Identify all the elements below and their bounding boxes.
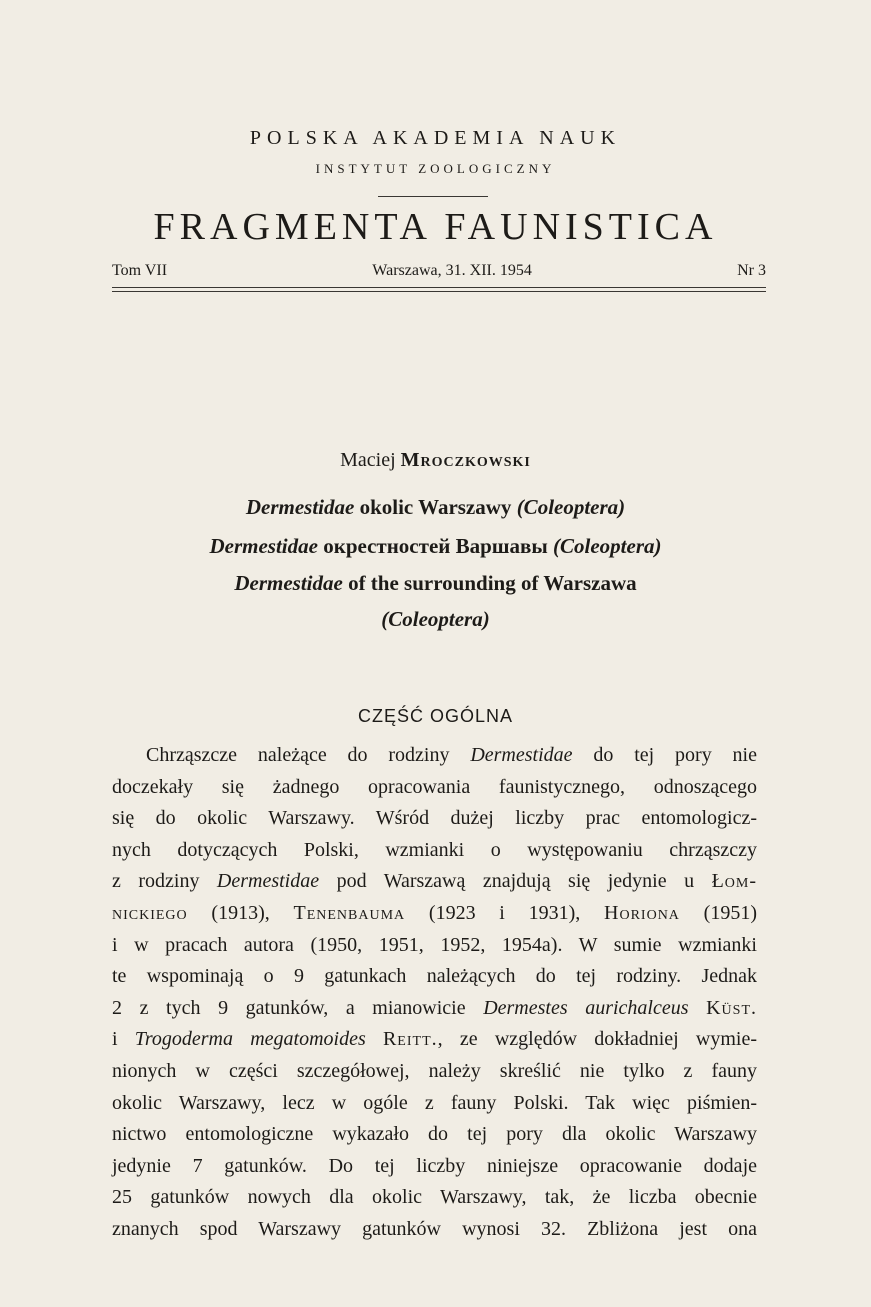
taxon-name: Dermestes aurichalceus: [483, 996, 689, 1019]
cited-author: Horiona: [604, 901, 680, 924]
body-line: jedynie 7 gatunków. Do tej liczby niniejsze opracowanie dodaje: [112, 1154, 757, 1177]
text-run: pod Warszawą znajdują się jedynie u: [319, 870, 712, 893]
body-line: znanych spod Warszawy gatunków wynosi 32. Zbliżona jest ona: [112, 1217, 757, 1240]
volume-label: Tom VII: [112, 262, 168, 279]
institute-name: INSTYTUT ZOOLOGICZNY: [315, 161, 556, 176]
body-line: okolic Warszawy, lecz w ogóle z fauny Polski. Tak więc piśmien-: [112, 1091, 757, 1114]
body-line: doczekały się żadnego opracowania faunistycznego, odnoszącego: [112, 775, 757, 798]
text-run: i: [112, 1028, 135, 1051]
body-line: te wspominają o 9 gatunkach należących do tej rodziny. Jednak: [112, 965, 757, 988]
body-line: nionych w części szczegółowej, należy skreślić nie tylko z fauny: [112, 1059, 757, 1082]
title-english: [0, 571, 871, 596]
cited-author: Küst.: [706, 996, 758, 1019]
text-run: , ze względów dokładniej wymie-: [437, 1028, 758, 1051]
body-line: nych dotyczących Polski, wzmianki o występowaniu chrząszczy: [112, 838, 757, 861]
section-heading: CZĘŚĆ OGÓLNA: [357, 706, 514, 726]
text-run: [689, 997, 707, 1019]
body-line: [112, 866, 757, 898]
text-run: (1951): [679, 901, 757, 924]
taxon-name: Trogoderma megatomoides: [134, 1028, 366, 1051]
title-russian: [0, 534, 871, 559]
cited-author: Tenenbauma: [293, 901, 406, 924]
text-run: (1913),: [187, 901, 294, 924]
issue-info-row: [112, 262, 766, 280]
title-polish: [0, 495, 871, 520]
body-line: 25 gatunków nowych dla okolic Warszawy, tak, że liczba obecnie: [112, 1186, 757, 1209]
body-line: nictwo entomologiczne wykazało do tej pory dla okolic Warszawy: [112, 1123, 757, 1146]
header-rule-top: [112, 287, 766, 288]
header-rule-bottom: [112, 291, 766, 292]
title-en-order: (Coleoptera): [381, 607, 490, 631]
body-line: [112, 993, 757, 1025]
title-english-order-line: [0, 607, 871, 632]
text-run: do tej pory nie: [572, 744, 757, 766]
place-date-label: Warszawa, 31. XII. 1954: [372, 262, 532, 279]
title-ru-text: окрестностей Варшавы: [323, 534, 548, 558]
title-ru-taxon: Dermestidae: [209, 534, 318, 558]
author-first-name: Maciej: [340, 449, 396, 471]
text-run: Chrząszcze należące do rodziny: [146, 744, 471, 766]
text-run: (1923 i 1931),: [405, 901, 605, 924]
header-short-rule: [378, 196, 488, 197]
body-line: [112, 898, 757, 930]
title-pl-taxon: Dermestidae: [245, 495, 355, 519]
cited-author: Reitt.: [382, 1028, 438, 1051]
text-run: z rodziny: [112, 870, 217, 893]
article-author: [0, 449, 871, 472]
issue-number-label: Nr 3: [737, 262, 766, 279]
taxon-name: Dermestidae: [216, 870, 320, 893]
body-line: [112, 740, 757, 772]
author-surname: Mroczkowski: [400, 449, 531, 471]
title-en-text: of the surrounding of Warszawa: [348, 571, 637, 595]
body-line: się do okolic Warszawy. Wśród dużej liczby prac entomologicz-: [112, 807, 757, 830]
text-run: [366, 1028, 383, 1050]
cited-author: nickiego: [112, 901, 188, 924]
body-line: [112, 1024, 757, 1056]
taxon-name: Dermestidae: [470, 744, 573, 766]
text-run: 2 z tych 9 gatunków, a mianowicie: [112, 996, 484, 1019]
body-line: i w pracach autora (1950, 1951, 1952, 1954a). W sumie wzmianki: [112, 933, 757, 956]
title-ru-order: (Coleoptera): [553, 534, 662, 558]
journal-title: FRAGMENTA FAUNISTICA: [153, 206, 718, 248]
title-en-taxon: Dermestidae: [234, 571, 343, 595]
academy-name: POLSKA AKADEMIA NAUK: [249, 127, 622, 149]
cited-author: Łom-: [711, 870, 757, 893]
body-paragraph: [112, 740, 757, 1246]
title-pl-order: (Coleoptera): [516, 495, 626, 519]
title-pl-text: okolic Warszawy: [359, 495, 512, 519]
